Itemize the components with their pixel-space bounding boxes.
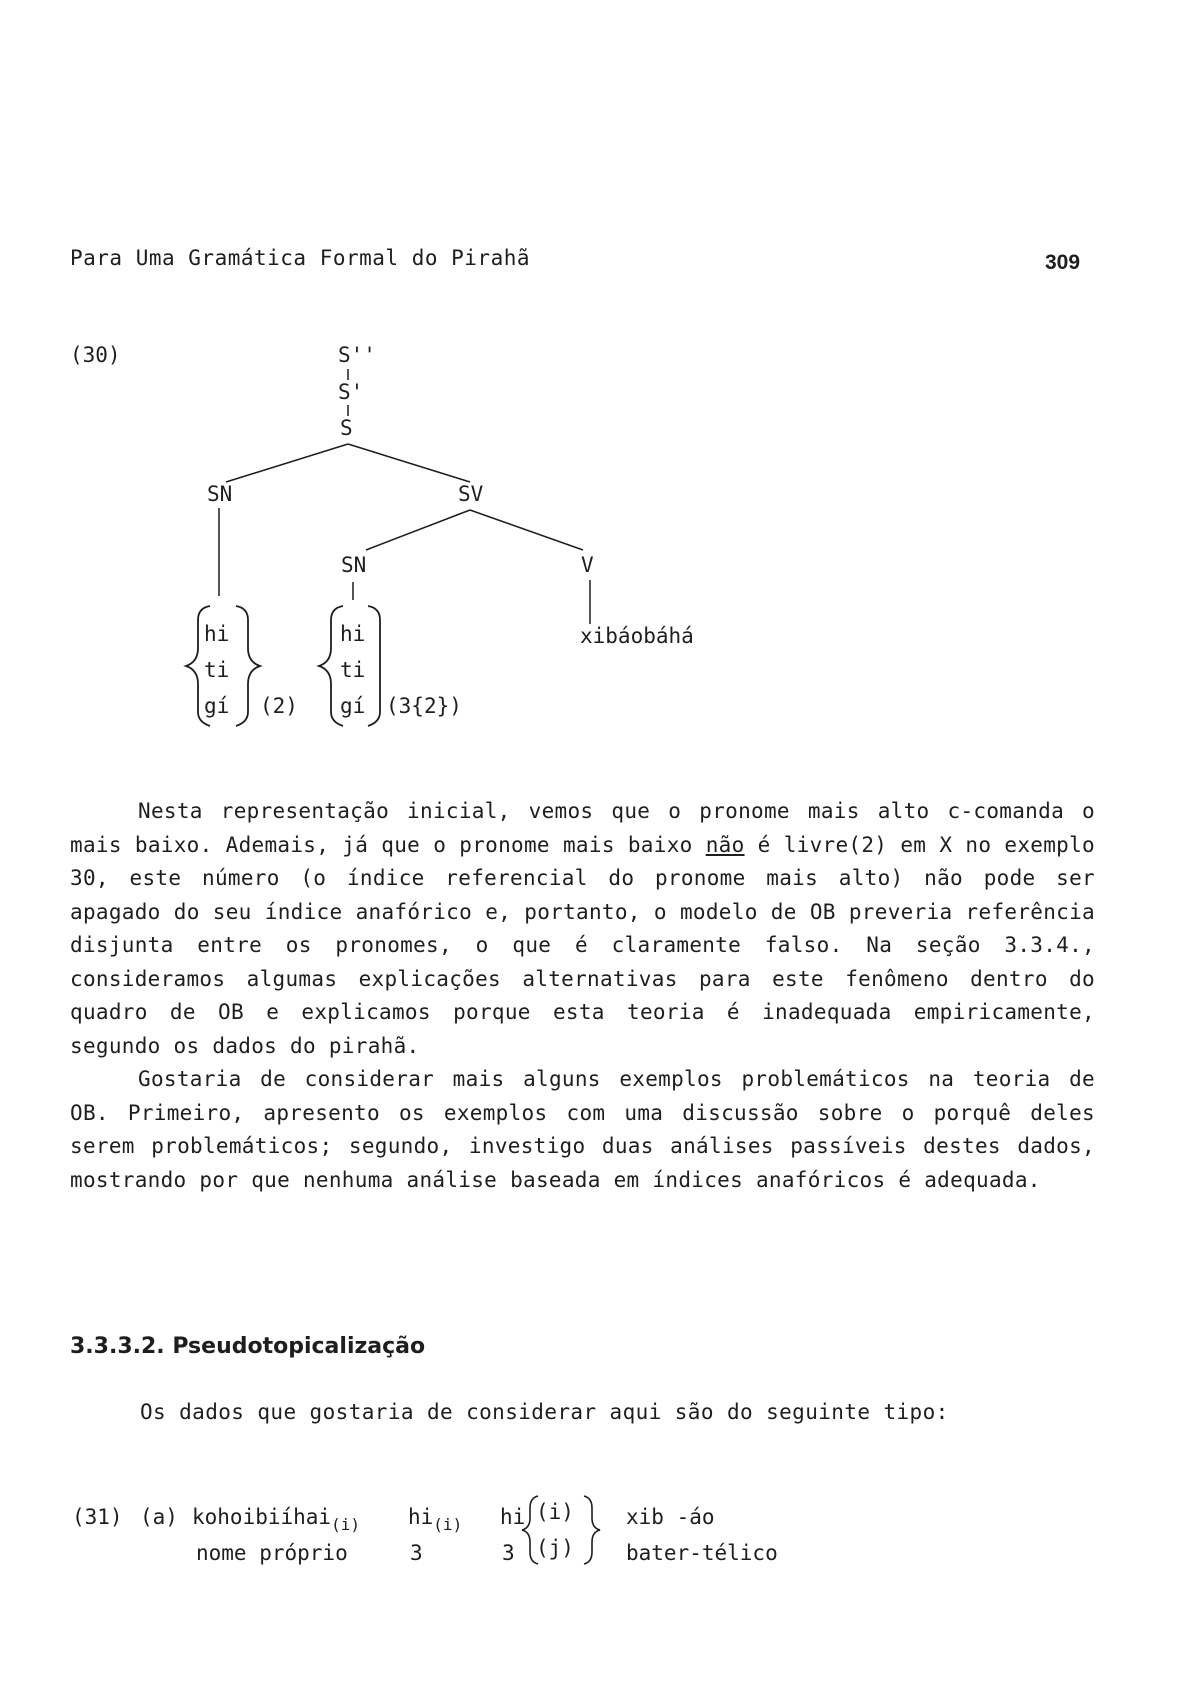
pronoun-option: hi [204,622,230,646]
pronoun-option: ti [204,658,230,682]
paragraph-2: Gostaria de considerar mais alguns exemplos problemáticos na teoria de OB. Primeiro, apresento os exemplos com uma discussão sobre o porquê deles serem problemáticos; segundo, investigo duas análises passíveis destes dados, mostrando por que nenhuma análise baseada em índices anafóricos é adequada. [70,1067,1095,1192]
gloss-word: xib -áo [626,1505,715,1529]
verb-form: xibáobáhá [580,624,694,648]
example-letter: (a) [140,1505,178,1529]
underlined-word: não [705,832,745,857]
section-heading: 3.3.3.2. Pseudotopicalização [70,1334,426,1359]
node-v: V [581,553,594,577]
example-number: (30) [70,343,121,367]
index-inner: 2 [423,694,437,718]
subscript-index: (i) [331,1515,360,1534]
tree-edge [348,444,470,482]
tree-edge [470,510,583,550]
node-sn: SN [207,482,233,506]
tree-edge [226,444,348,482]
node-s: S [340,416,353,440]
page-number: 309 [1045,251,1081,274]
gloss-translation: nome próprio [196,1541,348,1565]
gloss-translation: 3 [410,1541,423,1565]
index-set: {2} [411,694,450,718]
subscript-index: (i) [433,1515,463,1534]
gloss-word: hi [500,1505,526,1529]
node-sn: SN [341,553,367,577]
index-option: (j) [536,1536,574,1560]
gloss-translation: 3 [502,1541,515,1565]
gloss-word [192,1505,360,1534]
node-s-double-bar: S'' [338,343,376,367]
word-text: kohoibiíhai [192,1505,332,1529]
example-number: (31) [72,1505,123,1529]
tree-edge [366,510,470,550]
anaphoric-index [386,694,462,718]
gloss-translation: bater-télico [626,1541,778,1565]
pronoun-option: gí [340,694,366,718]
paragraph-1 [70,795,1095,1063]
pronoun-option: ti [340,658,366,682]
paragraph-text: é livre(2) em X no exemplo 30, este número (o índice referencial do pronome mais alto) não pode ser apagado do seu índice anafórico e, portanto, o modelo de OB preveria referência disjunta entre os pronomes, o que é claramente falso. Na seção 3.3.4., consideramos algumas explicações alternativas para este fenômeno dentro do quadro de OB e explicamos porque esta teoria é inadequada empiricamente, segundo os dados do pirahã. [70,832,1095,1058]
gloss-word [408,1505,462,1534]
pronoun-option: gí [204,694,230,718]
running-header: Para Uma Gramática Formal do Pirahã [70,246,531,270]
right-brace [584,1496,600,1564]
index-close: ) [449,694,462,718]
paragraph-text: Nesta representação inicial, vemos que o pronome mais alto c-comanda o mais baixo. Ademais, já que o pronome mais baixo [70,799,1095,857]
word-text: hi [408,1505,434,1529]
right-brace [236,606,260,726]
node-s-bar: S' [338,380,364,404]
index-option: (i) [536,1500,574,1524]
pronoun-option: hi [340,622,366,646]
section-intro: Os dados que gostaria de considerar aqui são do seguinte tipo: [140,1400,949,1424]
right-brace [368,606,380,726]
referential-index: (2) [260,694,298,718]
index-open: (3 [386,694,412,718]
node-sv: SV [458,482,484,506]
